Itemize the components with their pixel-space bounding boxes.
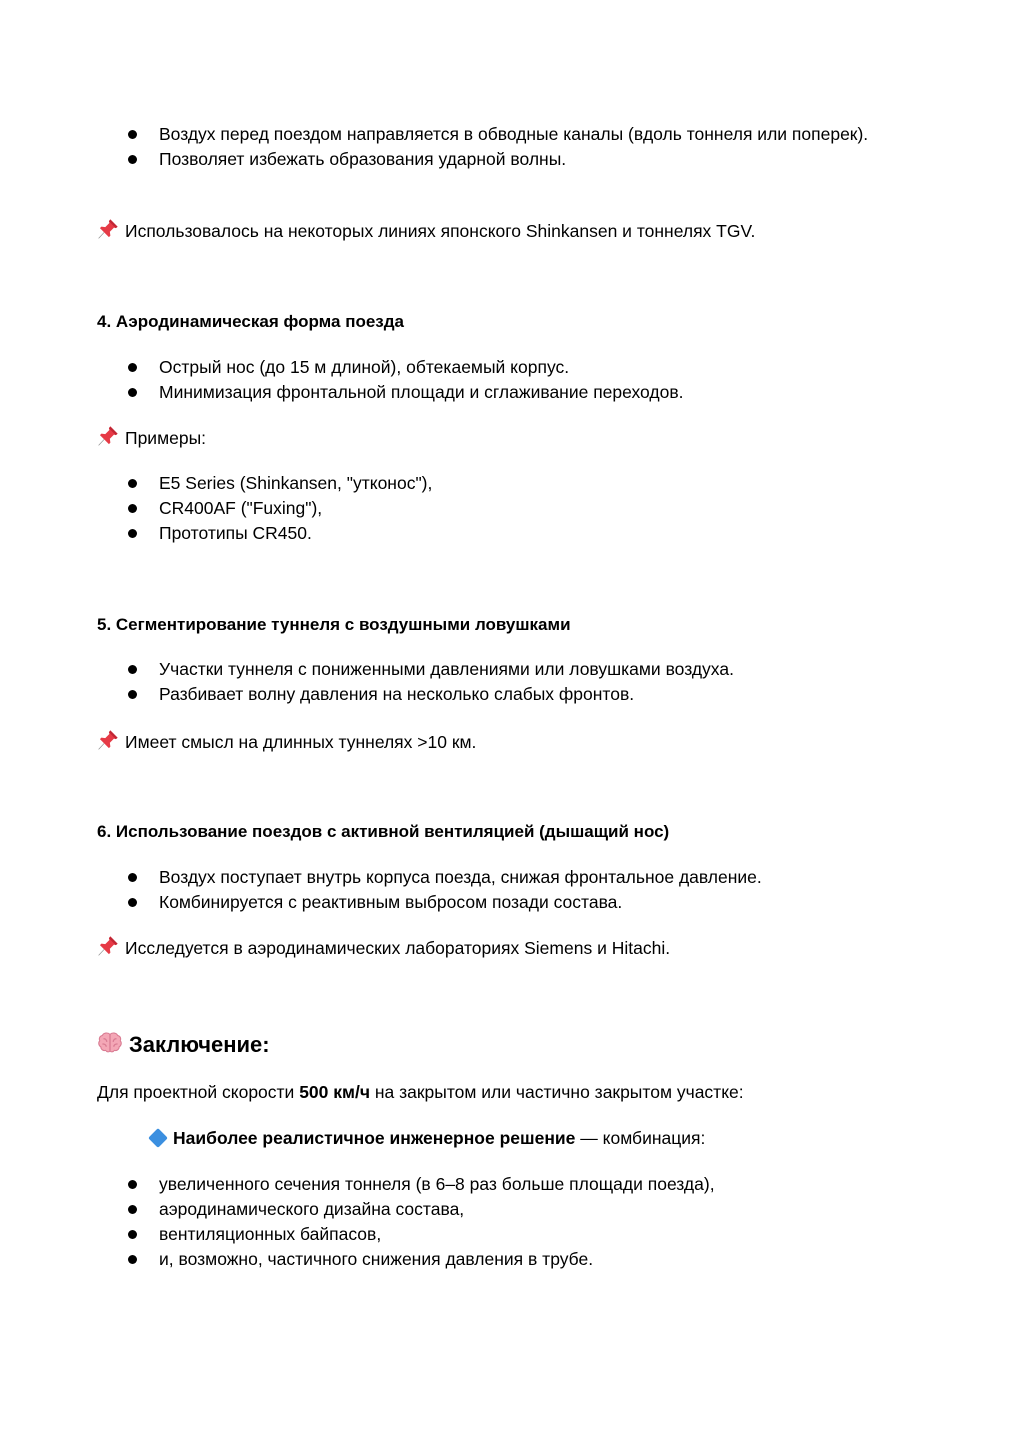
section-5-title: 5. Сегментирование туннеля с воздушными ловушками (97, 615, 571, 634)
list-item: Прототипы CR450. (0, 521, 964, 546)
bullet-icon (128, 665, 137, 674)
brain-icon (97, 1030, 123, 1056)
section-6-title: 6. Использование поездов с активной вентиляцией (дышащий нос) (97, 822, 670, 841)
speed-value: 500 км/ч (299, 1082, 370, 1102)
list-item: Участки туннеля с пониженными давлениями или ловушками воздуха. (0, 657, 964, 682)
bullet-icon (128, 363, 137, 372)
conclusion-solution: Наиболее реалистичное инженерное решение — комбинация: (148, 1126, 964, 1151)
pushpin-icon (97, 935, 119, 957)
section-5-list (0, 657, 964, 707)
list-item: Разбивает волну давления на несколько слабых фронтов. (0, 682, 964, 707)
list-item: и, возможно, частичного снижения давления в трубе. (0, 1247, 964, 1272)
bullet-icon (128, 873, 137, 882)
bullet-icon (128, 1255, 137, 1264)
bullet-icon (128, 690, 137, 699)
note-usage: Использовалось на некоторых линиях японского Shinkansen и тоннелях TGV. (97, 218, 964, 244)
section-6-list (0, 865, 964, 915)
list-item: Комбинируется с реактивным выбросом позади состава. (0, 890, 964, 915)
pushpin-icon (97, 729, 119, 751)
section-6-note: Исследуется в аэродинамических лабораториях Siemens и Hitachi. (97, 935, 964, 961)
list-item: аэродинамического дизайна состава, (0, 1197, 964, 1222)
pushpin-icon (97, 218, 119, 240)
bullet-icon (128, 388, 137, 397)
list-item: вентиляционных байпасов, (0, 1222, 964, 1247)
list-item: Воздух перед поездом направляется в обводные каналы (вдоль тоннеля или поперек). (0, 122, 964, 147)
section-4-title: 4. Аэродинамическая форма поезда (97, 312, 404, 331)
bullet-icon (128, 898, 137, 907)
conclusion-title: Заключение: (97, 1030, 270, 1060)
section-5-note: Имеет смысл на длинных туннелях >10 км. (97, 729, 964, 755)
list-item: CR400AF ("Fuxing"), (0, 496, 964, 521)
bullet-icon (128, 1230, 137, 1239)
conclusion-list (0, 1172, 964, 1272)
bullet-icon (128, 479, 137, 488)
section-4-examples (0, 471, 964, 546)
blue-diamond-icon (148, 1128, 168, 1148)
bullet-icon (128, 1205, 137, 1214)
bullet-icon (128, 529, 137, 538)
bullet-icon (128, 504, 137, 513)
section-4-note: Примеры: (97, 425, 964, 451)
bullet-icon (128, 1180, 137, 1189)
list-item: E5 Series (Shinkansen, "утконос"), (0, 471, 964, 496)
section-4-list (0, 355, 964, 405)
list-item: увеличенного сечения тоннеля (в 6–8 раз больше площади поезда), (0, 1172, 964, 1197)
list-item: Воздух поступает внутрь корпуса поезда, снижая фронтальное давление. (0, 865, 964, 890)
conclusion-intro: Для проектной скорости 500 км/ч на закрытом или частично закрытом участке: (97, 1082, 744, 1102)
bullet-icon (128, 155, 137, 164)
pushpin-icon (97, 425, 119, 447)
list-item: Позволяет избежать образования ударной волны. (0, 147, 964, 172)
list-item: Минимизация фронтальной площади и сглаживание переходов. (0, 380, 964, 405)
bullet-icon (128, 130, 137, 139)
airflow-bypass-list (0, 122, 964, 172)
list-item: Острый нос (до 15 м длиной), обтекаемый корпус. (0, 355, 964, 380)
